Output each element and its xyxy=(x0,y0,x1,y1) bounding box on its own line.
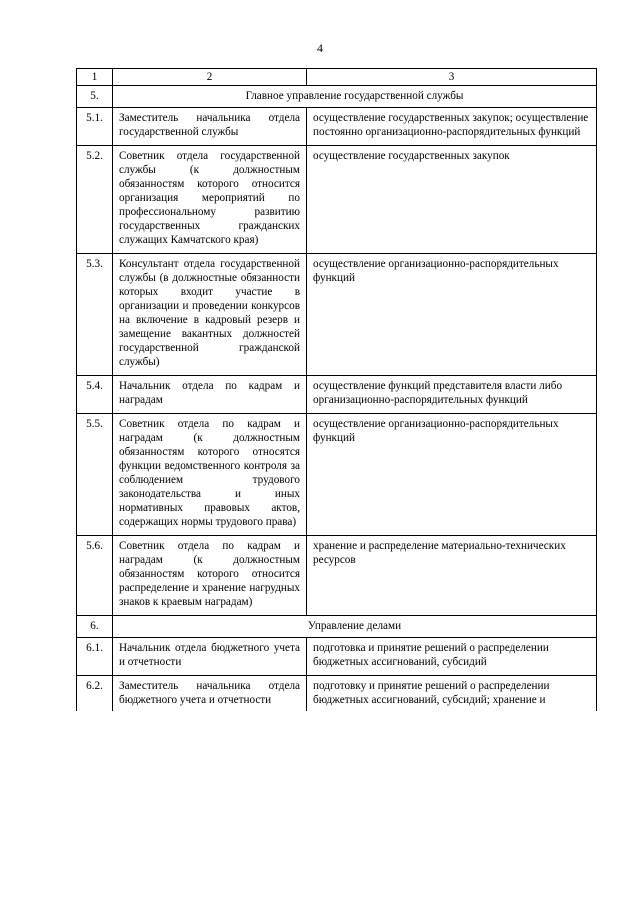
functions-cell: подготовку и принятие решений о распределении бюджетных ассигнований, субсидий; хранение и xyxy=(307,676,597,712)
functions-cell: осуществление функций представителя власти либо организационно-распорядительных функций xyxy=(307,376,597,414)
page-number: 4 xyxy=(317,41,323,55)
row-number: 5.6. xyxy=(77,536,113,616)
position-cell: Консультант отдела государственной службы (в должностные обязанности которых входит участие в организации и проведении конкурсов на включение в кадровый резерв и замещение вакантных должностей государственной гражданской службы) xyxy=(113,254,307,376)
row-number: 5.3. xyxy=(77,254,113,376)
functions-cell: хранение и распределение материально-технических ресурсов xyxy=(307,536,597,616)
section-number: 6. xyxy=(77,616,113,638)
position-cell: Начальник отдела по кадрам и наградам xyxy=(113,376,307,414)
table-row xyxy=(77,376,597,414)
position-cell: Заместитель начальника отдела бюджетного учета и отчетности xyxy=(113,676,307,712)
table-row xyxy=(77,254,597,376)
table-row xyxy=(77,108,597,146)
row-number: 6.2. xyxy=(77,676,113,712)
column-header-2: 2 xyxy=(113,69,307,86)
functions-cell: подготовка и принятие решений о распределении бюджетных ассигнований, субсидий xyxy=(307,638,597,676)
section-number: 5. xyxy=(77,86,113,108)
section-row xyxy=(77,616,597,638)
row-number: 6.1. xyxy=(77,638,113,676)
column-header-1: 1 xyxy=(77,69,113,86)
position-cell: Начальник отдела бюджетного учета и отчетности xyxy=(113,638,307,676)
row-number: 5.1. xyxy=(77,108,113,146)
section-title: Главное управление государственной службы xyxy=(113,86,597,108)
column-header-3: 3 xyxy=(307,69,597,86)
functions-cell: осуществление государственных закупок; осуществление постоянно организационно-распорядительных функций xyxy=(307,108,597,146)
section-title: Управление делами xyxy=(113,616,597,638)
table-header-row xyxy=(77,69,597,86)
functions-cell: осуществление государственных закупок xyxy=(307,146,597,254)
section-row xyxy=(77,86,597,108)
functions-cell: осуществление организационно-распорядительных функций xyxy=(307,414,597,536)
position-cell: Заместитель начальника отдела государственной службы xyxy=(113,108,307,146)
row-number: 5.2. xyxy=(77,146,113,254)
table-row xyxy=(77,676,597,712)
position-cell: Советник отдела государственной службы (к должностным обязанностям которого относится организация мероприятий по профессиональному развитию государственных гражданских служащих Камчатского края) xyxy=(113,146,307,254)
position-cell: Советник отдела по кадрам и наградам (к должностным обязанностям которого относятся функции ведомственного контроля за соблюдением трудового законодательства и иных нормативных правовых актов, содержащих нормы трудового права) xyxy=(113,414,307,536)
table-row xyxy=(77,638,597,676)
functions-cell: осуществление организационно-распорядительных функций xyxy=(307,254,597,376)
table-row xyxy=(77,536,597,616)
table-row xyxy=(77,146,597,254)
row-number: 5.4. xyxy=(77,376,113,414)
row-number: 5.5. xyxy=(77,414,113,536)
position-cell: Советник отдела по кадрам и наградам (к должностным обязанностям которого относится распределение и хранение нагрудных знаков к краевым наградам) xyxy=(113,536,307,616)
table-row xyxy=(77,414,597,536)
positions-table xyxy=(76,68,597,711)
